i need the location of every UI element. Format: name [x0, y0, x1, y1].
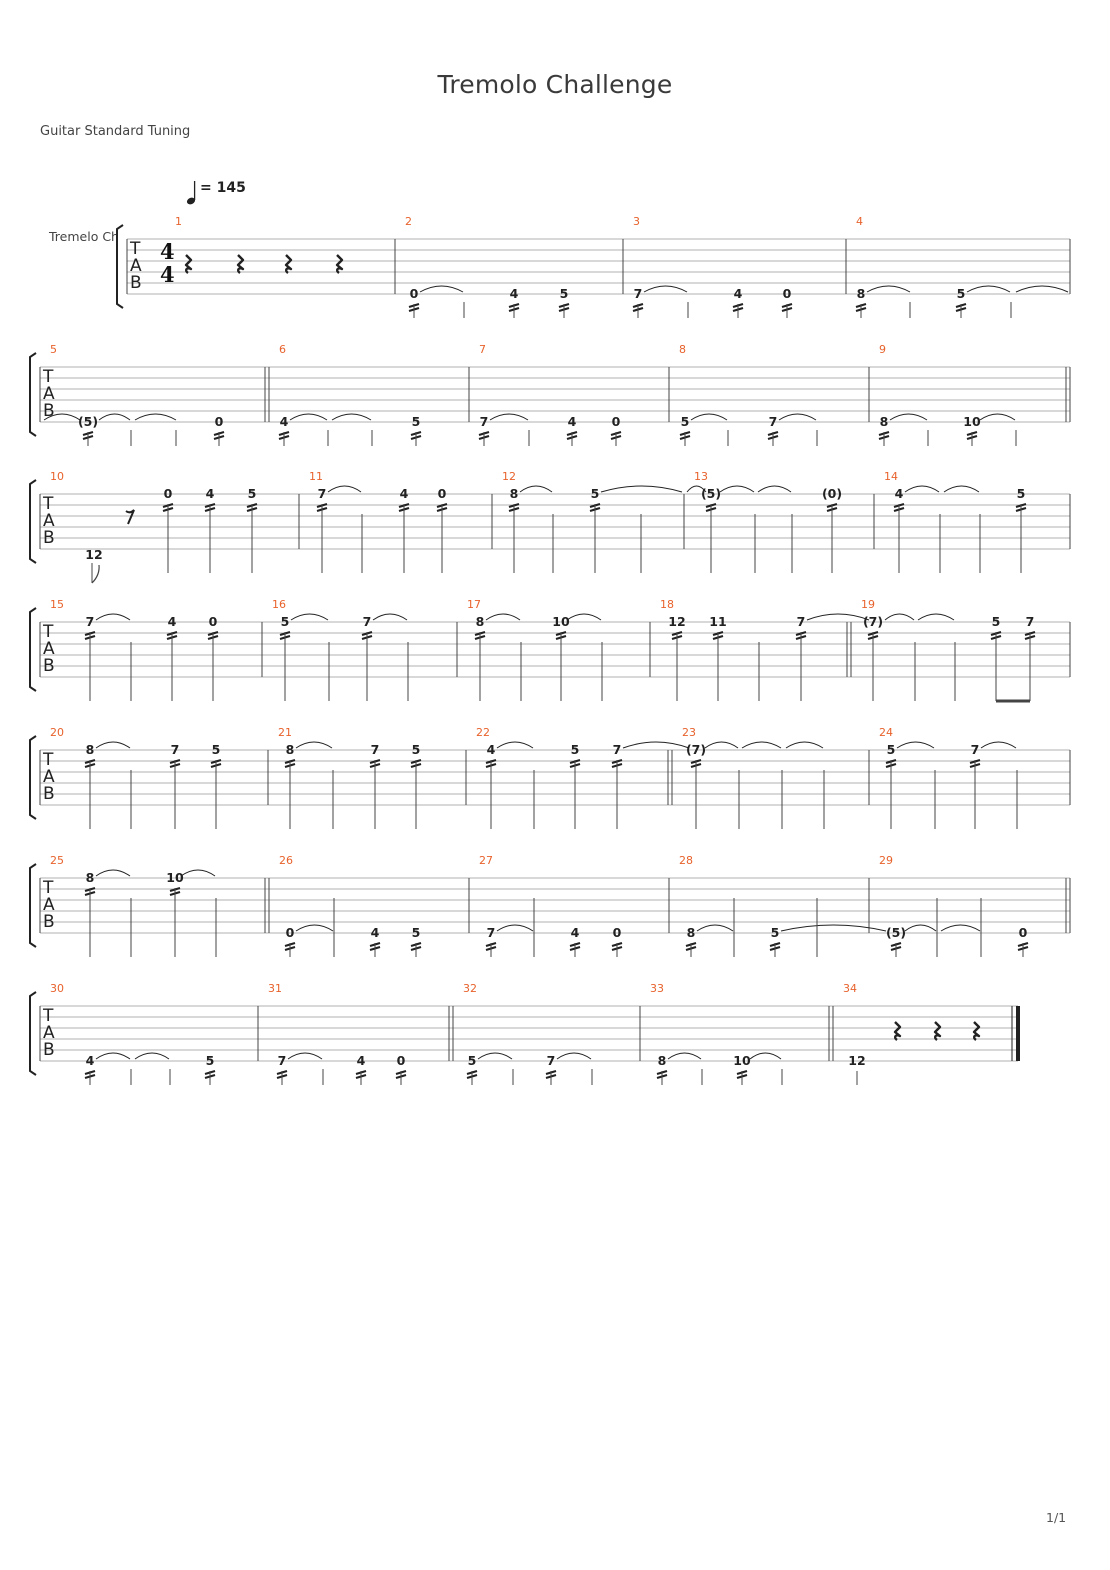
tab-clef-letter: T — [43, 1006, 54, 1026]
measure-number: 30 — [50, 982, 64, 995]
fret-number: (5) — [885, 925, 907, 940]
fret-number: 7 — [370, 742, 380, 757]
tie-arc — [96, 742, 130, 748]
fret-number: 0 — [163, 486, 173, 501]
fret-number: 7 — [768, 414, 778, 429]
fret-number: 8 — [85, 870, 95, 885]
fret-number: 4 — [279, 414, 289, 429]
fret-number: 0 — [611, 414, 621, 429]
fret-number: 0 — [612, 925, 622, 940]
fret-number: 8 — [475, 614, 485, 629]
fret-number: 7 — [277, 1053, 287, 1068]
tab-clef-letter: B — [43, 528, 55, 548]
measure-number: 31 — [268, 982, 282, 995]
fret-number: 7 — [796, 614, 806, 629]
tie-arc — [567, 614, 601, 620]
tie-arc — [601, 486, 682, 492]
system-bracket — [30, 353, 36, 436]
tab-clef-letter: T — [43, 878, 54, 898]
measure-number: 8 — [679, 343, 686, 356]
fret-number: 4 — [167, 614, 177, 629]
fret-number: 4 — [205, 486, 215, 501]
tie-arc — [742, 742, 781, 748]
tie-arc — [420, 286, 463, 292]
system-bracket — [30, 608, 36, 691]
fret-number: 7 — [486, 925, 496, 940]
fret-number: (7) — [862, 614, 884, 629]
tie-arc — [691, 414, 727, 420]
tie-arc — [644, 286, 687, 292]
measure-number: 1 — [175, 215, 182, 228]
measure-number: 13 — [694, 470, 708, 483]
fret-number: 10 — [166, 870, 184, 885]
quarter-rest-icon — [337, 255, 342, 273]
fret-number: 7 — [85, 614, 95, 629]
measure-number: 15 — [50, 598, 64, 611]
tie-arc — [981, 742, 1016, 748]
measure-number: 25 — [50, 854, 64, 867]
tie-arc — [918, 614, 954, 620]
tie-arc — [944, 486, 979, 492]
fret-number: 0 — [396, 1053, 406, 1068]
tie-arc — [897, 742, 934, 748]
tie-arc — [290, 414, 327, 420]
tie-arc — [905, 486, 939, 492]
fret-number: 5 — [886, 742, 896, 757]
fret-number: (5) — [77, 414, 99, 429]
fret-number: 5 — [590, 486, 600, 501]
fret-number: 8 — [85, 742, 95, 757]
fret-number: 0 — [285, 925, 295, 940]
tab-clef-letter: A — [43, 767, 55, 787]
fret-number: 4 — [356, 1053, 366, 1068]
fret-number: 7 — [633, 286, 643, 301]
fret-number: 4 — [486, 742, 496, 757]
fret-number: 7 — [970, 742, 980, 757]
tie-arc — [497, 925, 533, 931]
fret-number: 5 — [247, 486, 257, 501]
measure-number: 29 — [879, 854, 893, 867]
measure-number: 20 — [50, 726, 64, 739]
quarter-rest-icon — [238, 255, 243, 273]
tab-clef-letter: B — [43, 912, 55, 932]
measure-number: 7 — [479, 343, 486, 356]
fret-number: 12 — [848, 1053, 866, 1068]
tab-clef-letter: B — [43, 784, 55, 804]
measure-number: 34 — [843, 982, 857, 995]
fret-number: 4 — [370, 925, 380, 940]
time-signature-denominator: 4 — [160, 262, 175, 287]
tie-arc — [135, 1053, 169, 1059]
measure-number: 6 — [279, 343, 286, 356]
tie-arc — [96, 870, 130, 876]
measure-number: 14 — [884, 470, 898, 483]
fret-number: 4 — [570, 925, 580, 940]
fret-number: 5 — [770, 925, 780, 940]
measure-number: 17 — [467, 598, 481, 611]
tie-arc — [520, 486, 552, 492]
tie-arc — [980, 414, 1015, 420]
fret-number: 5 — [680, 414, 690, 429]
fret-number: 5 — [411, 742, 421, 757]
tie-arc — [867, 286, 910, 292]
fret-number: 4 — [894, 486, 904, 501]
tie-arc — [697, 925, 733, 931]
eighth-rest-icon — [126, 510, 134, 524]
tie-arc — [332, 414, 371, 420]
tie-arc — [490, 414, 528, 420]
tab-clef-letter: T — [130, 239, 141, 259]
fret-number: 8 — [657, 1053, 667, 1068]
measure-number: 9 — [879, 343, 886, 356]
tie-arc — [478, 1053, 512, 1059]
fret-number: 10 — [733, 1053, 751, 1068]
fret-number: (0) — [821, 486, 843, 501]
tie-arc — [890, 414, 927, 420]
tie-arc — [781, 925, 886, 931]
fret-number: 5 — [570, 742, 580, 757]
tab-clef-letter: B — [43, 656, 55, 676]
tuning-label: Guitar Standard Tuning — [40, 124, 191, 139]
tie-arc — [486, 614, 520, 620]
tie-arc — [905, 925, 936, 931]
fret-number: 4 — [733, 286, 743, 301]
tie-arc — [99, 414, 130, 420]
tie-arc — [705, 742, 738, 748]
fret-number: 5 — [956, 286, 966, 301]
fret-number: 5 — [411, 414, 421, 429]
fret-number: 12 — [668, 614, 686, 629]
system-bracket — [30, 736, 36, 819]
tab-clef-letter: B — [130, 273, 142, 293]
tab-clef-letter: B — [43, 1040, 55, 1060]
fret-number: 4 — [399, 486, 409, 501]
fret-number: (7) — [685, 742, 707, 757]
page-number: 1/1 — [1046, 1510, 1067, 1525]
tab-clef-letter: A — [43, 384, 55, 404]
tie-arc — [181, 870, 215, 876]
fret-number: 11 — [709, 614, 727, 629]
fret-number: 8 — [856, 286, 866, 301]
measure-number: 18 — [660, 598, 674, 611]
measure-number: 19 — [861, 598, 875, 611]
fret-number: 5 — [559, 286, 569, 301]
measure-number: 32 — [463, 982, 477, 995]
fret-number: 7 — [612, 742, 622, 757]
fret-number: 8 — [509, 486, 519, 501]
quarter-rest-icon — [974, 1022, 979, 1040]
tie-arc — [807, 614, 869, 620]
quarter-rest-icon — [935, 1022, 940, 1040]
eighth-flag-icon — [92, 565, 99, 583]
fret-number: 7 — [317, 486, 327, 501]
fret-number: 12 — [85, 547, 103, 562]
measure-number: 27 — [479, 854, 493, 867]
tie-arc — [885, 614, 914, 620]
fret-number: 4 — [567, 414, 577, 429]
tie-arc — [557, 1053, 591, 1059]
measure-number: 16 — [272, 598, 286, 611]
fret-number: 5 — [991, 614, 1001, 629]
tab-clef-letter: T — [43, 622, 54, 642]
tie-arc — [779, 414, 816, 420]
tab-clef-letter: T — [43, 367, 54, 387]
tie-arc — [941, 925, 980, 931]
measure-number: 2 — [405, 215, 412, 228]
tab-clef-letter: T — [43, 750, 54, 770]
tab-clef-letter: A — [130, 256, 142, 276]
fret-number: 10 — [552, 614, 570, 629]
fret-number: 5 — [1016, 486, 1026, 501]
fret-number: 0 — [214, 414, 224, 429]
tie-arc — [967, 286, 1010, 292]
fret-number: 7 — [479, 414, 489, 429]
tie-arc — [135, 414, 176, 420]
quarter-rest-icon — [186, 255, 191, 273]
fret-number: 5 — [211, 742, 221, 757]
fret-number: 4 — [509, 286, 519, 301]
tie-arc — [296, 925, 333, 931]
fret-number: 5 — [467, 1053, 477, 1068]
fret-number: 4 — [85, 1053, 95, 1068]
system-bracket — [117, 225, 123, 308]
tie-arc — [497, 742, 533, 748]
quarter-rest-icon — [895, 1022, 900, 1040]
fret-number: (5) — [700, 486, 722, 501]
measure-number: 10 — [50, 470, 64, 483]
tempo-marking: = 145 — [200, 180, 246, 196]
fret-number: 5 — [411, 925, 421, 940]
system-bracket — [30, 992, 36, 1075]
system-bracket — [30, 480, 36, 563]
fret-number: 8 — [686, 925, 696, 940]
system-bracket — [30, 864, 36, 947]
tab-clef-letter: T — [43, 494, 54, 514]
fret-number: 0 — [782, 286, 792, 301]
tie-arc — [373, 614, 407, 620]
fret-number: 0 — [437, 486, 447, 501]
measure-number: 3 — [633, 215, 640, 228]
score-title: Tremolo Challenge — [437, 70, 673, 99]
tab-clef-letter: A — [43, 895, 55, 915]
measure-number: 5 — [50, 343, 57, 356]
tie-arc — [328, 486, 361, 492]
tab-clef-letter: A — [43, 639, 55, 659]
fret-number: 7 — [1025, 614, 1035, 629]
tab-clef-letter: B — [43, 401, 55, 421]
tie-arc — [750, 1053, 781, 1059]
fret-number: 8 — [879, 414, 889, 429]
tie-arc — [291, 614, 328, 620]
fret-number: 8 — [285, 742, 295, 757]
fret-number: 0 — [409, 286, 419, 301]
time-signature-numerator: 4 — [160, 239, 175, 264]
track-label: Tremelo Ch — [49, 229, 119, 244]
tie-arc — [668, 1053, 701, 1059]
quarter-rest-icon — [286, 255, 291, 273]
measure-number: 26 — [279, 854, 293, 867]
fret-number: 7 — [362, 614, 372, 629]
measure-number: 21 — [278, 726, 292, 739]
fret-number: 0 — [208, 614, 218, 629]
tie-arc — [96, 614, 130, 620]
tie-arc — [720, 486, 754, 492]
measure-number: 11 — [309, 470, 323, 483]
tie-arc — [96, 1053, 130, 1059]
measure-number: 24 — [879, 726, 893, 739]
measure-number: 28 — [679, 854, 693, 867]
tie-arc — [786, 742, 823, 748]
tab-clef-letter: A — [43, 511, 55, 531]
measure-number: 33 — [650, 982, 664, 995]
tab-clef-letter: A — [43, 1023, 55, 1043]
measure-number: 23 — [682, 726, 696, 739]
tie-arc — [1016, 286, 1068, 292]
fret-number: 10 — [963, 414, 981, 429]
tie-arc — [288, 1053, 322, 1059]
fret-number: 7 — [170, 742, 180, 757]
measure-number: 12 — [502, 470, 516, 483]
tie-arc — [758, 486, 791, 492]
fret-number: 0 — [1018, 925, 1028, 940]
fret-number: 5 — [280, 614, 290, 629]
measure-number: 4 — [856, 215, 863, 228]
tie-arc — [296, 742, 332, 748]
fret-number: 5 — [205, 1053, 215, 1068]
fret-number: 7 — [546, 1053, 556, 1068]
measure-number: 22 — [476, 726, 490, 739]
tie-arc — [623, 742, 689, 748]
